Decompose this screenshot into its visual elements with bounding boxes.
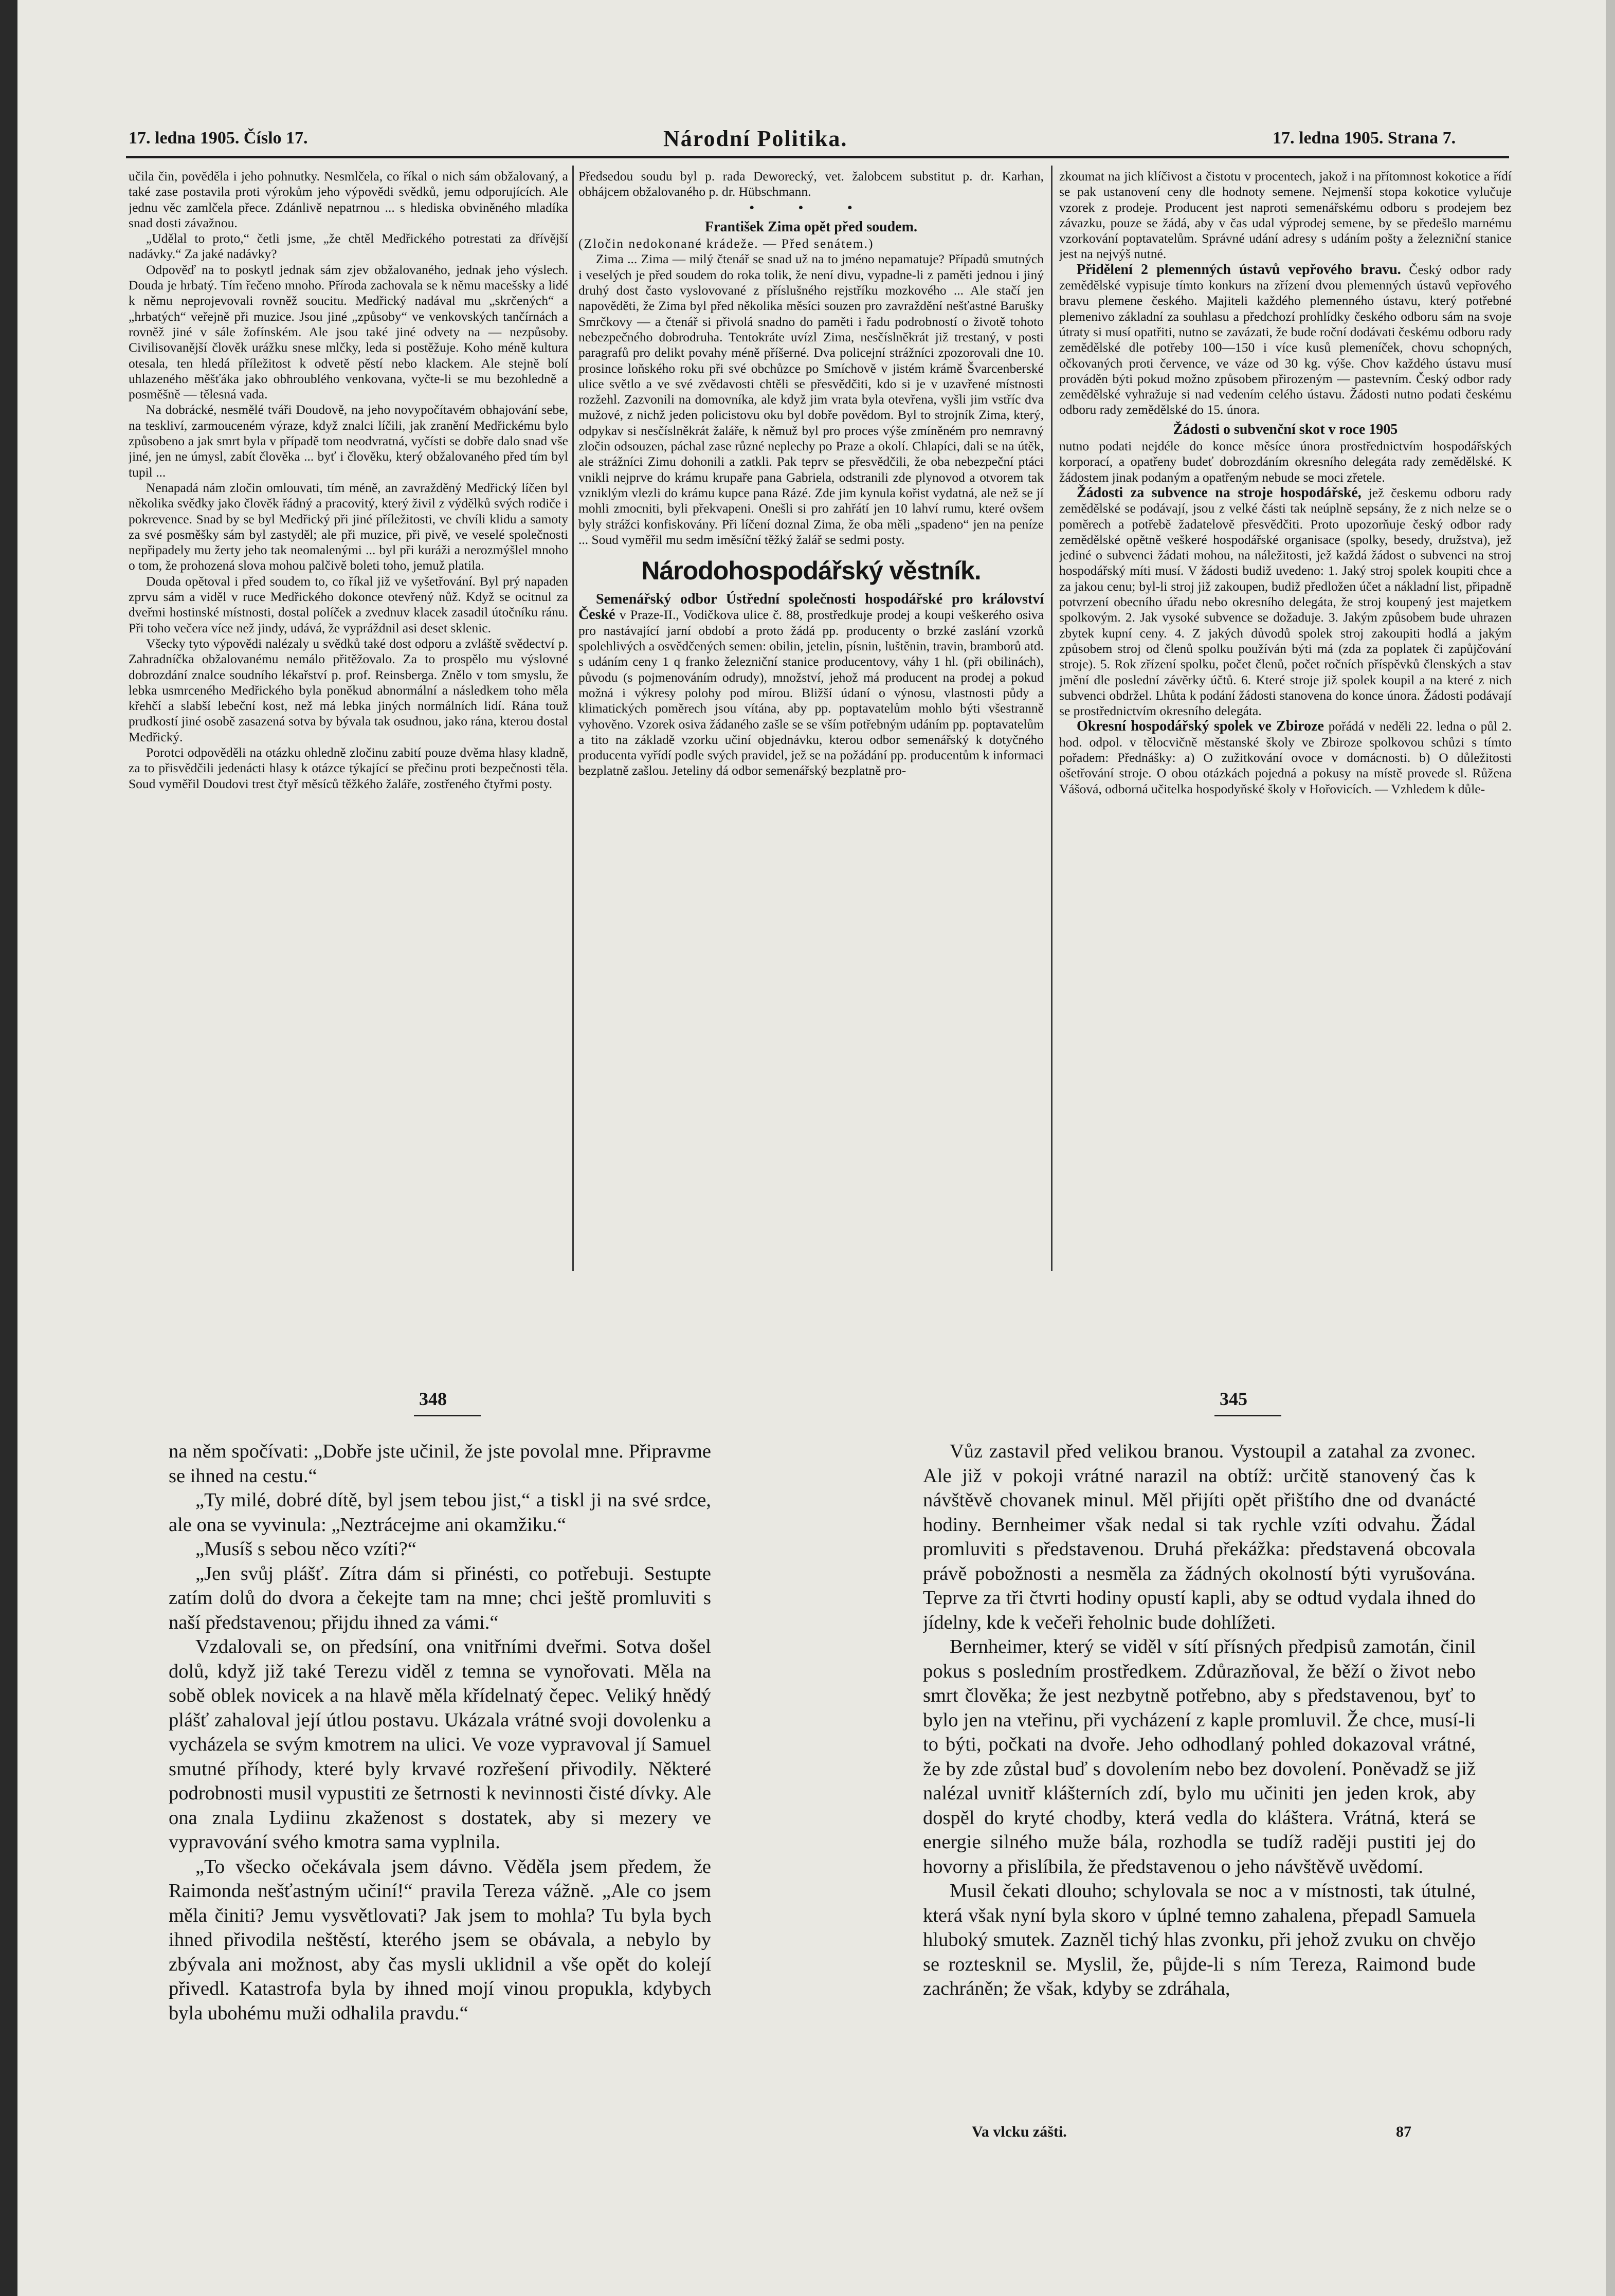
masthead-title: Národní Politika.: [663, 126, 848, 151]
header-date-page: 17. ledna 1905. Strana 7.: [1273, 129, 1456, 148]
paragraph-text: jež českemu odboru rady zemědělské se podávají, jsou z velké části tak neúplně sepsány, že z nich nelze se o poměrech a potřebě žadatelově přesvědčiti. Proto upozorňuje český odbor rady zemědělské opětně veškeré hospodářské organisace (spolky, besedy, družstva), jež jediné o subvenci žádati mohou, na náležitosti, jež každá žádost o subvenci na stroj hospodářský míti musí. V žádosti budiž uvedeno: 1. Jaký stroj spolek koupiti chce a za jakou cenu; byl-li stroj již zakoupen, budiž předložen účet a nákladní list, připadně potvrzení obecního úřadu nebo okresního delegáta, že stroj koupený jest majetkem spolkovým. 2. Jak vysoké subvence se dožaduje. 3. Jakým způsobem bude uhrazen zbytek kupní ceny. 4. Z jakých důvodů spolek stroj zakoupiti hodlá a jakým způsobem stroj od členů spolku používán býti má (zda za poplatek či zapůjčování stroje). 5. Rok zřízení spolku, počet členů, počet ročních příspěvků členských a stav jmění dle poslední závěrky účtů. 6. Které stroje již spolek koupil a na které z nich subvenci obdržel. Lhůta k podání žádosti stanovena do konce února. Žádosti podávají se prostřednictvím okresního delegáta.: [1059, 485, 1512, 719]
novel-paragraph: Bernheimer, který se viděl v sítí přísných předpisů zamotán, činil pokus s posledním prostředkem. Zdůrazňoval, že běží o život nebo smrt člověka; že jest nezbytně potřebno, aby s představenou, byť to bylo jen na vteřinu, při vycházení z kaple promluvil. Že chce, musí-li to býti, počkati na dvoře. Jeho odhodlaný pohled dokazoval vrátné, že by zde zůstal buď s dovolením nebo bez dovolení. Poněvadž se již nalézal uvnitř klášterních zdí, bylo mu učiniti jen jeden krok, aby dospěl do kryté chodby, která vedla do kláštera. Vrátná, která se energie silného muže bála, rozhodla se tudíž raději pustiti jej do hovorny a přislíbila, že představenou o jeho návštěvě uvědomí.: [923, 1636, 1476, 1878]
paragraph-heading: Okresní hospodářský spolek ve Zbiroze: [1077, 718, 1324, 735]
novel-paragraph: „To všecko očekávala jsem dávno. Věděla jsem předem, že Raimonda nešťastným učiní!“ pravila Tereza vážně. „Ale co jsem měla činiti? Jemu vysvětlovati? Jak jsem to mohla? Tu byla bych ihned přivodila neštěstí, kterého jsem se obávala, a nebylo by zbývala ani možnost, aby čas mysli uklidnil a vše opět do kolejí přivedl. Katastrofa byla by ihned mojí vinou propukla, kdybych byla ubohému muži odhalila pravdu.“: [169, 1855, 711, 2024]
article-heading: František Zima opět před soudem.: [705, 218, 917, 235]
column-rule: [1051, 166, 1053, 1271]
article-paragraph: Nenapadá nám zločin omlouvati, tím méně, an zavražděný Medřický líčen byl několika svědky jako člověk řádný a pracovitý, který živil z výdělků svých rodiče i pokrevence. Snad by se byl Medřický při jiné příležitosti, ve chvíli klidu a samoty za své posměšky sám byl zastyděl; ale při muzice, při pivě, ve veselé společnosti nepřipadely mu žerty jeho tak neomalenými ... byl při kuráži a nerozmýšlel mnoho o tom, že prohozená slova mohou palčivě boleti toho, jemuž platila.: [129, 480, 568, 573]
article-paragraph: nutno podati nejdéle do konce měsíce února prostřednictvím hospodářských korporací, a opatřeny budeť dobrozdáním okresního delegáta rady zemědělské. K žádostem jinak podaným a opatřeným nebude se moci zřetele.: [1059, 439, 1512, 485]
article-paragraph: Odpověď na to poskytl jednak sám zjev obžalovaného, jednak jeho výslech. Douda je hrbatý. Tím řečeno mnoho. Příroda zachovala se k němu macešsky a lidé k němu neprojevovali rovněž soucitu. Medřický nadával mu „skrčených“ a „hrbatých“ veřejně při muzice. Jsou jiné „způsoby“ ve venkovských tančírnách a rovněž jiné v sále žofínském. Ale jsou také jiné odvety na — nezpůsoby. Civilisovanější člověk urážku snese mlčky, leda si postěžuje. Koho méně kultura otesala, ten hledá příležitost k odvetě pěstí nebo klackem. Ale stejně bolí uhlazeného měšťáka jako obhroublého venkovana, vyčte-li se mu bezohledně a posměšně — tělesná vada.: [129, 262, 568, 402]
serial-novel-right-page: [923, 1439, 1476, 2123]
paragraph-text: pořádá v neděli 22. ledna o půl 2. hod. odpol. v tělocvičně městanské školy ve Zbiroze spolkovou schůzi s tímto pořadem: Přednášky: a) O zužitkování ovoce v domácnosti. b) O důležitosti ošetřování stroje. O obou otázkách pojedná a pokusy na místě provede sl. Růžena Vášová, odborná učitelka hospodyňské školy v Hořovicích. — Vzhledem k důle-: [1059, 719, 1512, 796]
article-paragraph: Porotci odpověděli na otázku ohledně zločinu zabití pouze dvěma hlasy kladně, za to přisvědčili jedenácti hlasy k otázce týkající se přečinu proti bezpečnosti těla. Soud vyměřil Doudovi trest čtyř měsíců těžkého žaláře, zostřeného čtyřmi posty.: [129, 744, 568, 791]
novel-paragraph: Vzdalovali se, on předsíní, ona vnitřními dveřmi. Sotva došel dolů, když již také Terezu viděl z temna se vynořovati. Měla na sobě oblek novicek a na hlavě měla křídelnatý čepec. Veliký hnědý plášť zahaloval její útlou postavu. Ukázala vrátné svoji dovolenku a vycházela se svým kmotrem na ulici. Ve voze vypravoval jí Samuel smutné příhody, které byly krvavé rozřešení přivodily. Některé podrobnosti musil vypustiti ze šetrnosti k nevinnosti čisté dívky. Ale ona znala Lydiinu zkaženost s dostatek, aby si mezery ve vypravování svého kmotra sama vyplnila.: [169, 1636, 711, 1853]
column-3: [1059, 169, 1512, 1269]
article-paragraph: Na dobrácké, nesmělé tváři Doudově, na jeho novypočítavém obhajování sebe, na teskliví, zarmouceném výraze, když znalci líčili, jak zranění Medřickému bylo způsobeno a jak smrt byla v případě tom neodvratná, vyčísti se dobře dalo snad vše jiné, jen ne úmysl, zabít člověka ... byť i člověku, který obžalovaného před tím byl tupil ...: [129, 402, 568, 480]
paragraph-heading: Přidělení 2 plemenných ústavů vepřového bravu.: [1077, 261, 1401, 278]
page-number-rule: [414, 1415, 481, 1416]
article-paragraph: Zima ... Zima — milý čtenář se snad už na to jméno nepamatuje? Případů smutných i veselých je před soudem do roka tolik, že není divu, vypadne-li z paměti jednou i jiný druhý dost často vyslovované z příslušného rejstříku mozkového ... Ale stačí jen napověděti, že Zima byl před několika měsíci souzen pro zavraždění nešťastné Barušky Smrčkovy — a čtenář si přivolá snadno do paměti i řadu podrobností o životě tohoto nebezpečného dobrodruha. Tentokráte uvízl Zima, nesčíslněkrát již trestaný, v posti paragrafů pro delikt povahy méně příšerné. Dva policejní strážníci zpozorovali dne 10. prosince loňského roku při své obchůzce po Smíchově v jistém krámě Švarcenberské ulice světlo a ve své zvědavosti chtěli se přesvědčiti, kdo si je v uzavřené místnosti rozžehl. Zazvonili na domovníka, ale když jim vrata byla otevřena, vyšli jim vstříc dva mužové, z nichž jeden policistovu oku byl dobře povědom. Byl to strojník Zima, který, odpykav si nesčíslněkrát žaláře, k němuž byl pro proces výše zmíněném pro nemravný zločin odsouzen, páchal zase různé neplechy po Praze a okolí. Chlapíci, dali se na útěk, ale strážníci Zimu dohonili a zatkli. Pak teprv se přesvědčili, že oba nebezpeční ptáci vnikli nejprve do krámu krupaře pana Gabriela, odstranili zde plynovod a otvorem tak vzniklým vlezli do krámu kupce pana Rázé. Zde jim kynula kořist vydatná, ale než se jí mohli zmocniti, byli překvapeni. Onešli si pro zahřátí jen 10 lahví rumu, které ovšem byly strážci konfiskovány. Při líčení doznal Zima, že oba měli „spadeno“ jen na peníze ... Soud vyměřil mu sedm iměsíční těžký žalář se sedmi posty.: [578, 251, 1044, 547]
novel-paragraph: „Ty milé, dobré dítě, byl jsem tebou jist,“ a tiskl ji na své srdce, ale ona se vyvinula: „Neztrácejme ani okamžiku.“: [169, 1489, 711, 1536]
novel-paragraph: na něm spočívati: „Dobře jste učinil, že jste povolal mne. Připravme se ihned na cestu.“: [169, 1441, 711, 1487]
article-paragraph: [1059, 719, 1512, 796]
section-title: Národohospodářský věstník.: [641, 556, 981, 586]
article-paragraph: Všecky tyto výpovědi nalézaly u svědků také dost odporu a zvláště svědectví p. Zahradníčka obžalovanému nemálo přitěžovalo. Za to prospělo mu výslovné dobrozdání znalce soudního lékařství p. prof. Reinsberga. Znělo v tom smyslu, že lebka usmrceného Medřického byla poněkud abnormální a následkem toho měla křehčí a slabší lebeční kost, než má lebka jiných normálních lidí. Rána touž prudkostí jiné osobě zasazená sotva by bývala tak osudnou, jako rána, kterou dostal Medřický.: [129, 635, 568, 744]
novel-paragraph: Musil čekati dlouho; schylovala se noc a v místnosti, tak útulné, která však nyní byla skoro v úplné temno zahalena, přepadl Samuela hluboký smutek. Zazněl tichý hlas zvonku, při jehož zvuku on chvějo se roztesknil se. Myslil, že, půjde-li s ním Tereza, Raimond bude zachráněn; že však, kdyby se zdráhala,: [923, 1880, 1476, 1999]
section-separator: • • •: [749, 199, 873, 215]
article-paragraph: [1059, 485, 1512, 719]
column-2: [578, 169, 1044, 1269]
column-rule: [572, 166, 574, 1271]
paragraph-heading: Žádosti za subvence na stroje hospodářské,: [1077, 484, 1362, 501]
serial-page-number-right: 345: [1220, 1389, 1247, 1409]
novel-paragraph: Vůz zastavil před velikou branou. Vystoupil a zatahal za zvonec. Ale již v pokoji vrátné narazil na obtíž: určitě stanovený čas k návštěvě chovanek minul. Měl přijíti opět přištího dne od dvanácté hodiny. Bernheimer však nedal si tak rychle vzíti odvahu. Žádal promluviti s představenou. Druhá překážka: představená obcovala právě pobožnosti a nesměla za žádných okolností býti vyrušována. Teprve za tři čtvrti hodiny opustí kapli, aby se odtud vydala ihned do jídelny, kde k večeři řeholnic bude dohlížeti.: [923, 1441, 1476, 1633]
article-paragraph: učila čin, pověděla i jeho pohnutky. Nesmlčela, co říkal o nich sám obžalovaný, a také zase postavila proti výrokům jeho výpovědi svědků, jemu odporujících. Ale jednu věc zamlčela přece. Zdánlivě nepatrnou ... s hlediska obviněného mladíka snad dosti závažnou.: [129, 169, 568, 230]
paragraph-heading: Semenářský odbor Ústřední společnosti hospodářské pro království České: [578, 591, 1044, 623]
novel-paragraph: „Musíš s sebou něco vzíti?“: [195, 1538, 416, 1560]
article-paragraph: [1059, 262, 1512, 418]
novel-paragraph: „Jen svůj plášť. Zítra dám si přinésti, co potřebuji. Sestupte zatím dolů do dvora a čekejte tam na mne; chci ještě promluviti s naší představenou; přijdu ihned za vámi.“: [169, 1562, 711, 1633]
article-paragraph: „Udělal to proto,“ četli jsme, „že chtěl Medřického potrestati za dřívější nadávky.“ Za jaké nadávky?: [129, 231, 568, 262]
page-number-rule: [1214, 1415, 1281, 1416]
article-heading: Žádosti o subvenční skot v roce 1905: [1173, 421, 1398, 438]
scan-binding-edge: [0, 0, 17, 2296]
paragraph-text: Český odbor rady zemědělské vypisuje tímto konkurs na zřízení dvou plemenných ústavů vepřového bravu plemene českého. Majiteli každého plemenného ústavu, který potřebné plemenivo základní za souhlasu a předchozí prohlídky českého odboru sám na svoje útraty si musí opatřiti, nutno se zavázati, že bude roční dodávati českému odboru rady zemědělské dle potřeby 100—150 i více kusů plemeníček, chovu schopných, očkovaných proti července, ve váze od 30 kg. výše. Chov každého ústavu musí prováděn býti pokud možno způsobem přirozeným — pastevním. Český odbor rady zemědělské vyhražuje si nad vedením celého ústavu. Žádosti nutno podati českému odboru rady zemědělské do 15. února.: [1059, 262, 1512, 417]
header-date-issue: 17. ledna 1905. Číslo 17.: [129, 129, 308, 148]
serial-continuation-note: Va vlcku zášti.: [972, 2123, 1067, 2140]
paragraph-text: v Praze-II., Vodičkova ulice č. 88, prostředkuje prodej a koupi veškerého osiva pro nastávající jarní období a proto žádá pp. producenty o brzké zaslání vzorků spolehlivých a osvědčených semen: obilin, jetelin, písnin, luštěnin, travin, bramborů atd. s udáním ceny 1 q franko železniční stanice producentovy, váhy 1 hl. (při obilinách), původu (s pojmenováním odrudy), množství, jehož má producent na prodej a pokud možná i výkresy polohy pod mírou. Bližší údaní o výnosu, vlastnosti půdy a klimatických poměrech jsou vítána, aby pp. poptavatelům mohlo býti všestranně vyhověno. Vzorek osiva žádaného zašle se se vším potřebným udáním pp. poptavatelům a tito na základě vzorku učiní objednávku, kterou odbor semenářský k dotyčného producenta vyřídí podle svých pravidel, jež se na požádání pp. producentům k informaci bezplatně zašlou. Jeteliny dá odbor semenářský bezplatně pro-: [578, 607, 1044, 778]
scan-page-edge: [1606, 0, 1615, 2296]
serial-novel-left-page: [169, 1439, 711, 2123]
header-rule: [126, 156, 1509, 158]
article-paragraph: zkoumat na jich klíčivost a čistotu v procentech, jakož i na přítomnost kokotice a řídí se pak ustanovení ceny dle hodnoty semene. Nejmenší stopa kokotice vylučuje vzorek z prodeje. Producent jest naproti semenářskému odboru s prodejem bez závazku, pouze se žádá, aby v čas udal výprodej semene, by se předešlo marnému vzorkování poptavatelům. Správné udání adresy s udáním pošty a železniční stanice jest na nejvýš nutné.: [1059, 169, 1512, 262]
article-paragraph: Předsedou soudu byl p. rada Deworecký, vet. žalobcem substitut p. dr. Karhan, obhájcem obžalovaného p. dr. Hübschmann.: [578, 169, 1044, 199]
article-subtitle: (Zločin nedokonané krádeže. — Před senátem.): [578, 236, 874, 251]
article-paragraph: [578, 592, 1044, 779]
serial-sheet-number: 87: [1396, 2123, 1411, 2140]
article-paragraph: Douda opětoval i před soudem to, co říkal již ve vyšetřování. Byl prý napaden zprvu sám a viděl v ruce Medřického dokonce otevřený nůž. Když se ocitnul za dveřmi hostinské místnosti, dostal políček a zvednuv klacek zasadil útočníku ránu. Při toho večera více než jindy, udává, že vypráždnil asi deset sklenic.: [129, 573, 568, 635]
serial-page-number-left: 348: [419, 1389, 447, 1409]
column-1: [129, 169, 568, 1269]
